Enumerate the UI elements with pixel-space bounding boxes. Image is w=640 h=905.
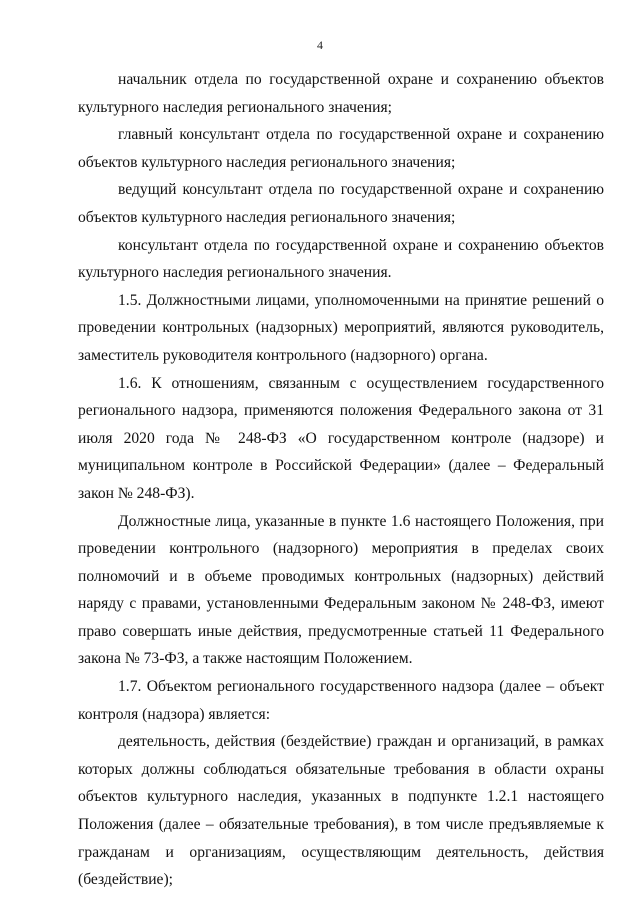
document-body (78, 66, 604, 894)
paragraph-chief-consultant: главный консультант отдела по государственной охране и сохранению объектов культурного наследия регионального значения; (78, 126, 604, 171)
paragraph-leading-consultant: ведущий консультант отдела по государственной охране и сохранению объектов культурного наследия регионального значения; (78, 181, 604, 226)
paragraph-officials-rights: Должностные лица, указанные в пункте 1.6 настоящего Положения, при проведении контрольного (надзорного) мероприятия в пределах своих полномочий и в объеме проводимых контрольных (надзорных) действий наряду с правами, установленными Федеральным законом № 248-ФЗ, имеют право совершать иные действия, предусмотренные статьей 11 Федерального закона № 73-ФЗ, а также настоящим Положением. (78, 512, 604, 668)
paragraph-head-of-department: начальник отдела по государственной охране и сохранению объектов культурного наследия регионального значения; (78, 71, 604, 116)
paragraph-consultant: консультант отдела по государственной охране и сохранению объектов культурного наследия регионального значения. (78, 236, 604, 282)
page-number: 4 (317, 38, 323, 52)
paragraph-activity-object: деятельность, действия (бездействие) граждан и организаций, в рамках которых должны соблюдаться обязательные требования в области охраны объектов культурного наследия, указанных в подпункте 1.2.1 настоящего Положения (далее – обязательные требования), в том числе предъявляемые к гражданам и организациям, осуществляющим деятельность, действия (бездействие); (78, 733, 604, 889)
paragraph-section-1-6: 1.6. К отношениям, связанным с осуществлением государственного регионального надзора, применяются положения Федерального закона от 31 июля 2020 года № 248-ФЗ «О государственном контроле (надзоре) и муниципальном контроле в Российской Федерации» (далее – Федеральный закон № 248-ФЗ). (78, 374, 604, 502)
paragraph-section-1-5: 1.5. Должностными лицами, уполномоченными на принятие решений о проведении контрольных (надзорных) мероприятий, являются руководитель, заместитель руководителя контрольного (надзорного) органа. (78, 291, 604, 364)
paragraph-section-1-7: 1.7. Объектом регионального государственного надзора (далее – объект контроля (надзора) является: (78, 678, 604, 723)
